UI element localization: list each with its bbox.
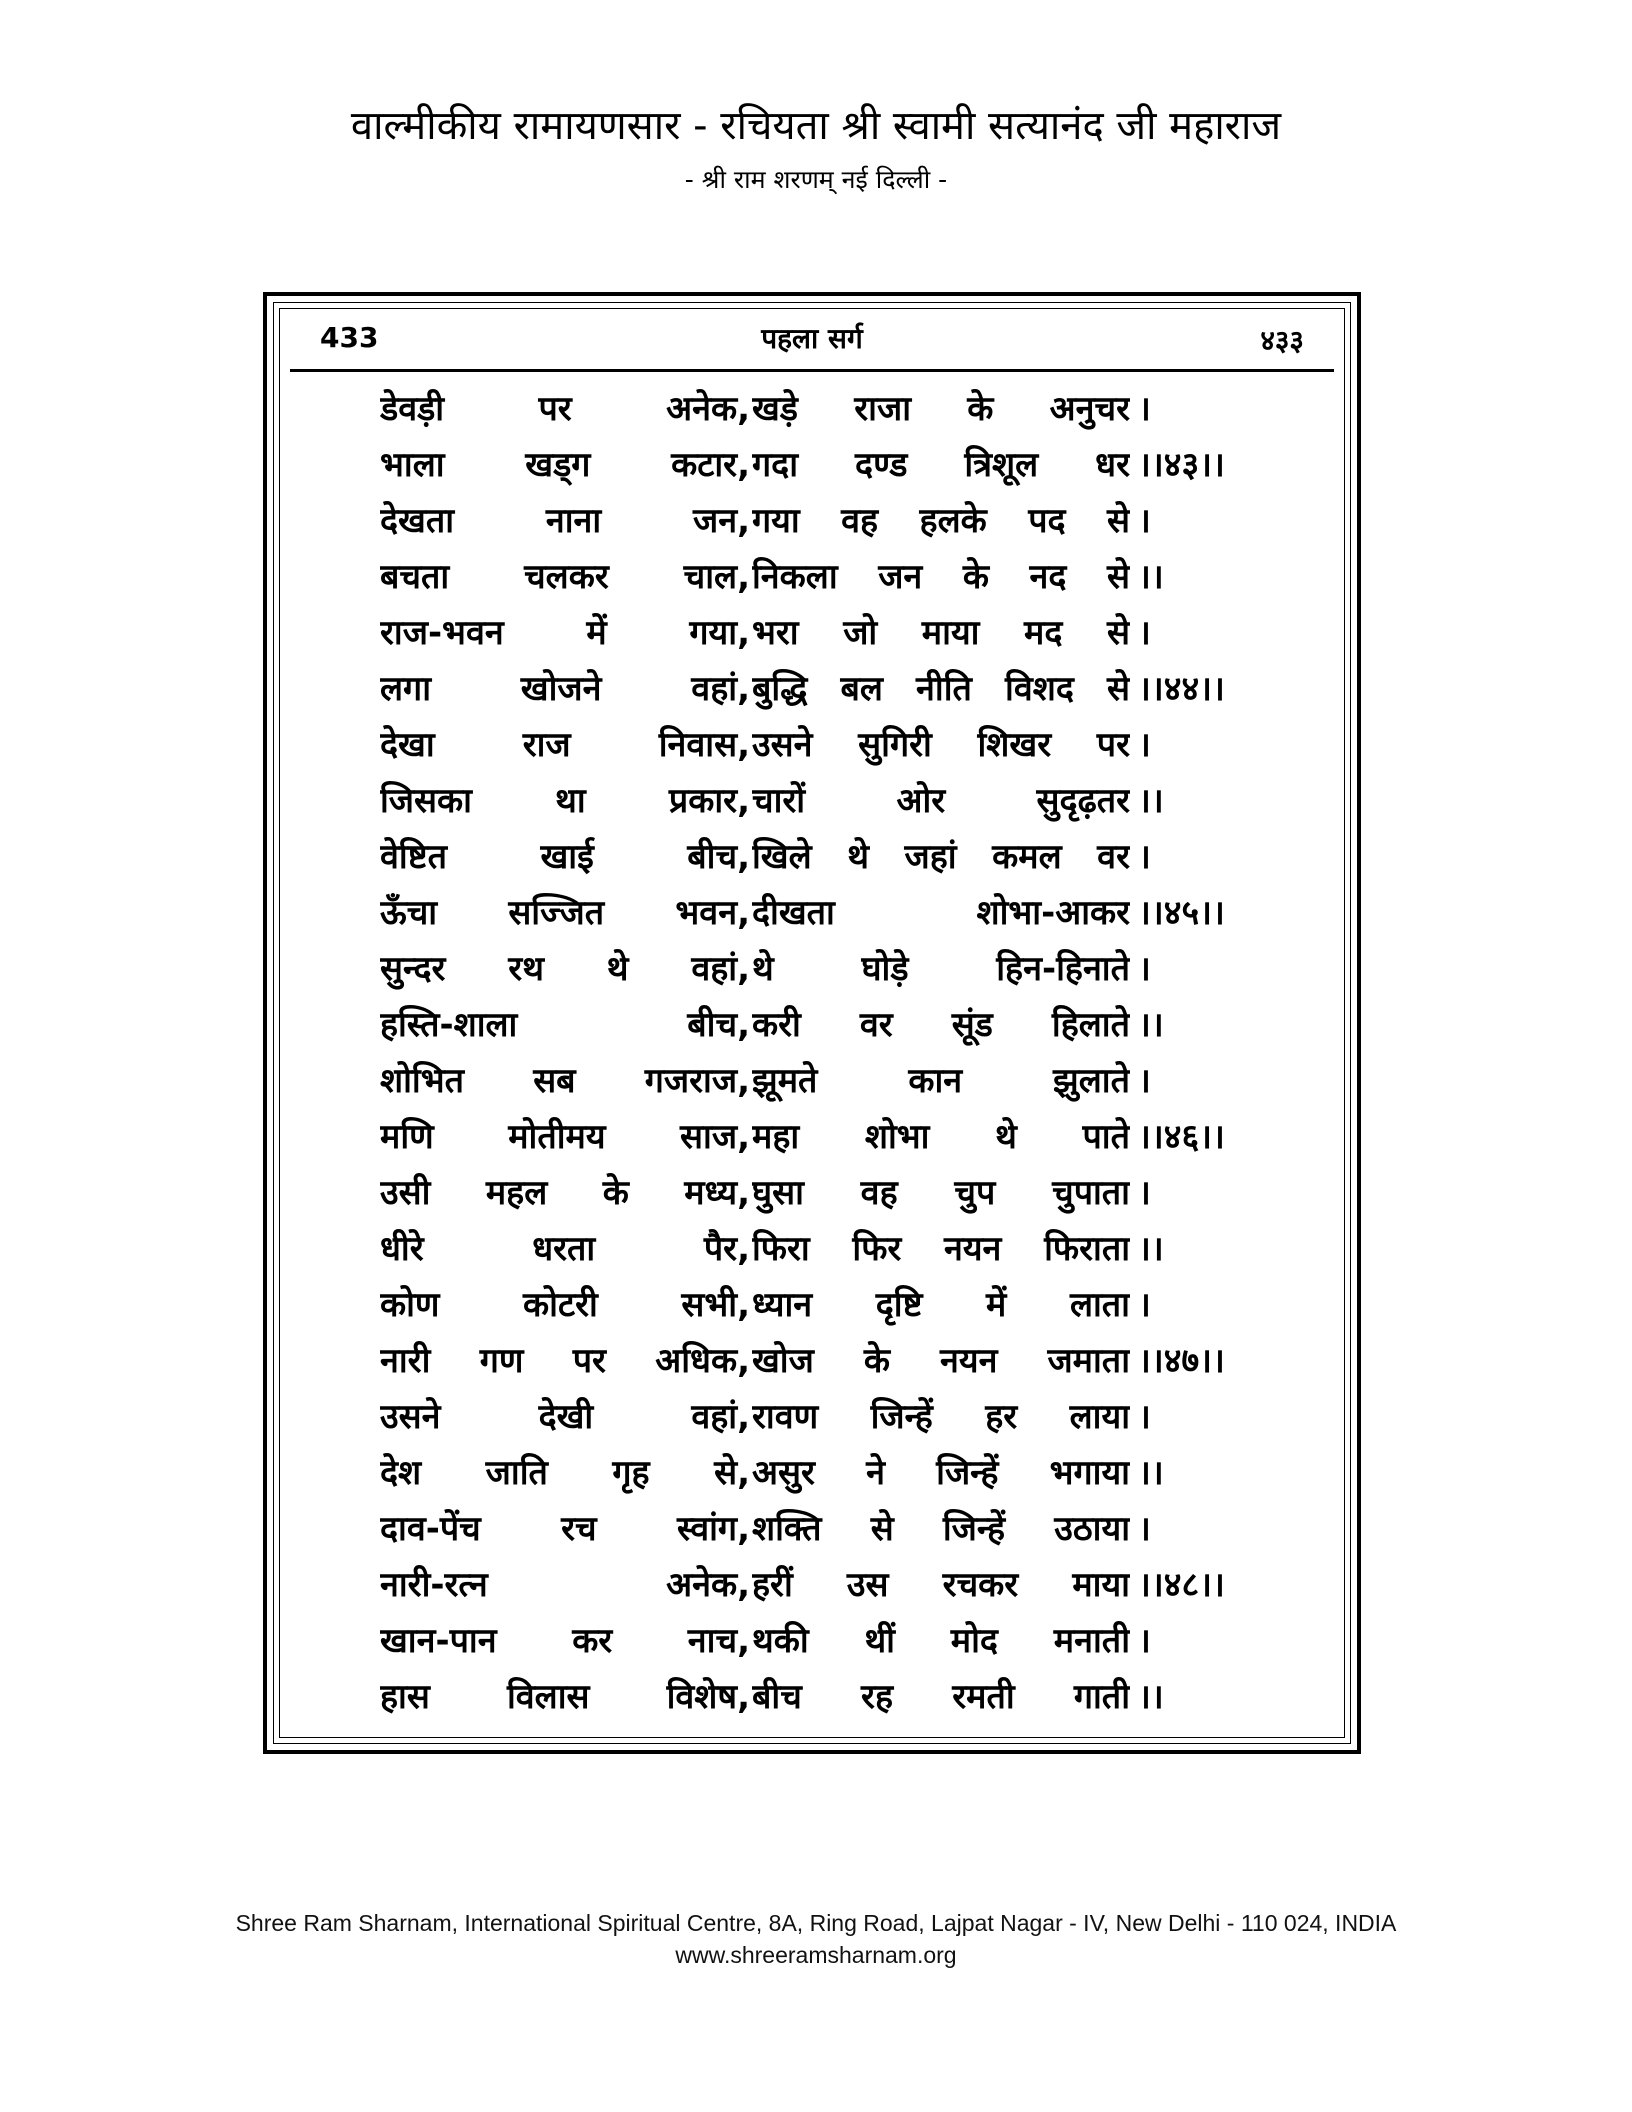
verse-line bbox=[280, 829, 1344, 885]
verse-first-half: दाव-पेंच रच स्वांग, bbox=[380, 1509, 750, 1549]
verse-line bbox=[280, 1221, 1344, 1277]
verse-second-half: बुद्धि बल नीति विशद से bbox=[752, 669, 1130, 709]
verse-end-mark: ।। bbox=[1138, 1453, 1164, 1493]
verse-first-half: मणि मोतीमय साज, bbox=[380, 1117, 750, 1157]
verse-first-half: लगा खोजने वहां, bbox=[380, 669, 750, 709]
verse-end-mark: ।। bbox=[1138, 781, 1164, 821]
footer-website: www.shreeramsharnam.org bbox=[675, 1942, 957, 1968]
verse-first-half: बचता चलकर चाल, bbox=[380, 557, 750, 597]
verse-end-mark: ।। bbox=[1138, 1229, 1164, 1269]
verse-first-half: शोभित सब गजराज, bbox=[380, 1061, 750, 1101]
verse-second-half: ध्यान दृष्टि में लाता bbox=[752, 1285, 1130, 1325]
verse-second-half: महा शोभा थे पाते bbox=[752, 1117, 1130, 1157]
verse-first-half: धीरे धरता पैर, bbox=[380, 1229, 750, 1269]
verse-line bbox=[280, 941, 1344, 997]
verse-end-mark: । bbox=[1138, 1621, 1151, 1661]
verse-first-half: डेवड़ी पर अनेक, bbox=[380, 389, 750, 429]
verse-second-half: खोज के नयन जमाता bbox=[752, 1341, 1130, 1381]
verse-first-half: देखा राज निवास, bbox=[380, 725, 750, 765]
verse-end-mark: । bbox=[1138, 1173, 1151, 1213]
verse-line bbox=[280, 1445, 1344, 1501]
verse-end-mark: ।।४६।। bbox=[1138, 1117, 1225, 1157]
verse-line bbox=[280, 437, 1344, 493]
verse-end-mark: ।।४७।। bbox=[1138, 1341, 1225, 1381]
verse-second-half: खड़े राजा के अनुचर bbox=[752, 389, 1130, 429]
verse-second-half: हरीं उस रचकर माया bbox=[752, 1565, 1130, 1605]
verse-end-mark: । bbox=[1138, 389, 1151, 429]
verse-line bbox=[280, 1669, 1344, 1725]
verse-first-half: हस्ति-शाला बीच, bbox=[380, 1005, 750, 1045]
verse-second-half: थे घोड़े हिन-हिनाते bbox=[752, 949, 1130, 989]
verse-line bbox=[280, 1109, 1344, 1165]
verse-first-half: देश जाति गृह से, bbox=[380, 1453, 750, 1493]
verse-end-mark: ।।४४।। bbox=[1138, 669, 1225, 709]
verse-second-half: घुसा वह चुप चुपाता bbox=[752, 1173, 1130, 1213]
verse-end-mark: । bbox=[1138, 1061, 1151, 1101]
verse-end-mark: ।।४८।। bbox=[1138, 1565, 1225, 1605]
verse-second-half: दीखता शोभा-आकर bbox=[752, 893, 1130, 933]
verse-line bbox=[280, 549, 1344, 605]
verse-second-half: रावण जिन्हें हर लाया bbox=[752, 1397, 1130, 1437]
verse-end-mark: । bbox=[1138, 949, 1151, 989]
verse-line bbox=[280, 717, 1344, 773]
page-content-box bbox=[279, 308, 1345, 1738]
verse-end-mark: । bbox=[1138, 1285, 1151, 1325]
verse-line bbox=[280, 1165, 1344, 1221]
verse-end-mark: ।। bbox=[1138, 1677, 1164, 1717]
verse-end-mark: । bbox=[1138, 613, 1151, 653]
verse-line bbox=[280, 885, 1344, 941]
verse-line bbox=[280, 381, 1344, 437]
verse-second-half: खिले थे जहां कमल वर bbox=[752, 837, 1130, 877]
verse-line bbox=[280, 493, 1344, 549]
verse-first-half: देखता नाना जन, bbox=[380, 501, 750, 541]
verse-end-mark: ।।४५।। bbox=[1138, 893, 1225, 933]
verse-second-half: गया वह हलके पद से bbox=[752, 501, 1130, 541]
verse-first-half: कोण कोटरी सभी, bbox=[380, 1285, 750, 1325]
verse-first-half: राज-भवन में गया, bbox=[380, 613, 750, 653]
verse-end-mark: । bbox=[1138, 501, 1151, 541]
verse-first-half: ऊँचा सज्जित भवन, bbox=[380, 893, 750, 933]
verse-first-half: उसी महल के मध्य, bbox=[380, 1173, 750, 1213]
verse-second-half: बीच रह रमती गाती bbox=[752, 1677, 1130, 1717]
page-number-latin: 433 bbox=[320, 321, 379, 354]
verse-second-half: झूमते कान झुलाते bbox=[752, 1061, 1130, 1101]
verse-list bbox=[280, 381, 1344, 1725]
verse-line bbox=[280, 1557, 1344, 1613]
verse-line bbox=[280, 1613, 1344, 1669]
verse-first-half: नारी-रत्न अनेक, bbox=[380, 1565, 750, 1605]
verse-end-mark: । bbox=[1138, 837, 1151, 877]
verse-first-half: भाला खड्ग कटार, bbox=[380, 445, 750, 485]
verse-first-half: वेष्टित खाई बीच, bbox=[380, 837, 750, 877]
verse-second-half: उसने सुगिरी शिखर पर bbox=[752, 725, 1130, 765]
chapter-title: पहला सर्ग bbox=[761, 322, 863, 355]
verse-line bbox=[280, 997, 1344, 1053]
verse-second-half: चारों ओर सुदृढ़तर bbox=[752, 781, 1130, 821]
verse-second-half: शक्ति से जिन्हें उठाया bbox=[752, 1509, 1130, 1549]
running-head bbox=[280, 309, 1344, 364]
footer-address: Shree Ram Sharnam, International Spiritual Centre, 8A, Ring Road, Lajpat Nagar - IV, New Delhi - 110 024, INDIA bbox=[235, 1910, 1397, 1936]
verse-line bbox=[280, 661, 1344, 717]
header-rule bbox=[290, 369, 1334, 372]
verse-line bbox=[280, 1333, 1344, 1389]
verse-first-half: हास विलास विशेष, bbox=[380, 1677, 750, 1717]
verse-first-half: सुन्दर रथ थे वहां, bbox=[380, 949, 750, 989]
verse-first-half: खान-पान कर नाच, bbox=[380, 1621, 750, 1661]
verse-end-mark: । bbox=[1138, 725, 1151, 765]
verse-end-mark: । bbox=[1138, 1509, 1151, 1549]
page-border-frame bbox=[263, 292, 1361, 1754]
verse-end-mark: ।।४३।। bbox=[1138, 445, 1225, 485]
verse-end-mark: ।। bbox=[1138, 557, 1164, 597]
verse-second-half: करी वर सूंड हिलाते bbox=[752, 1005, 1130, 1045]
verse-second-half: असुर ने जिन्हें भगाया bbox=[752, 1453, 1130, 1493]
verse-first-half: जिसका था प्रकार, bbox=[380, 781, 750, 821]
verse-line bbox=[280, 1277, 1344, 1333]
verse-line bbox=[280, 773, 1344, 829]
verse-line bbox=[280, 1053, 1344, 1109]
page-border-middle bbox=[273, 302, 1351, 1744]
page-number-devanagari: ४३३ bbox=[1260, 324, 1304, 357]
verse-first-half: नारी गण पर अधिक, bbox=[380, 1341, 750, 1381]
verse-second-half: भरा जो माया मद से bbox=[752, 613, 1130, 653]
verse-line bbox=[280, 1501, 1344, 1557]
verse-end-mark: । bbox=[1138, 1397, 1151, 1437]
verse-line bbox=[280, 605, 1344, 661]
verse-line bbox=[280, 1389, 1344, 1445]
verse-second-half: गदा दण्ड त्रिशूल धर bbox=[752, 445, 1130, 485]
header-subtitle: - श्री राम शरणम् नई दिल्ली - bbox=[684, 165, 948, 194]
verse-second-half: निकला जन के नद से bbox=[752, 557, 1130, 597]
verse-second-half: फिरा फिर नयन फिराता bbox=[752, 1229, 1130, 1269]
verse-second-half: थकी थीं मोद मनाती bbox=[752, 1621, 1130, 1661]
header-title: वाल्मीकीय रामायणसार - रचियता श्री स्वामी सत्यानंद जी महाराज bbox=[350, 103, 1282, 149]
verse-first-half: उसने देखी वहां, bbox=[380, 1397, 750, 1437]
verse-end-mark: ।। bbox=[1138, 1005, 1164, 1045]
